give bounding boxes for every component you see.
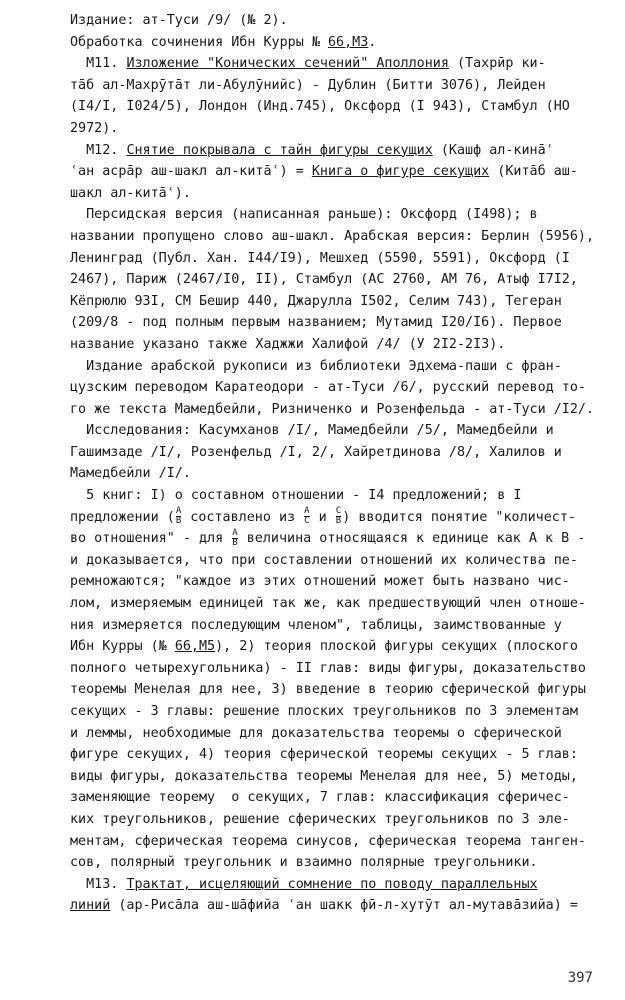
m11-heading: М11. Изложение "Конических сечений" Аполлония (Тахрӣр ки- xyxy=(70,56,546,72)
text-line: линий (ар-Риса̄ла аш-ша̄фийа ʿан шакк фӣ-л-хутӯт ал-мутава̄зийа) = xyxy=(70,898,578,914)
text-line: Ибн Курры (№ 66,М5), 2) теория плоской фигуры секущих (плоского xyxy=(70,639,578,655)
document-page xyxy=(70,10,610,917)
m13-heading: М13. Трактат, исцеляющий сомнение по поводу параллельных xyxy=(70,876,538,892)
m12-heading: М12. Снятие покрывала с тайн фигуры секущих (Кашф ал-кина̄ʿ xyxy=(70,142,554,158)
fraction: $\frac{C}{B}$ xyxy=(335,506,342,527)
text-line: названии пропущено слово аш-шакл. Арабская версия: Берлин (5956), xyxy=(70,228,595,244)
text-line: 2467), Париж (2467/I0, II), Стамбул (АС 2760, АМ 76, Атыф I7I2, xyxy=(70,272,578,288)
m13-title: Трактат, исцеляющий сомнение по поводу параллельных xyxy=(126,876,538,892)
treatment-line: Обработка сочинения Ибн Курры № 66,М3. xyxy=(70,34,377,50)
fraction: $\frac{A}{B}$ xyxy=(175,506,182,527)
ref-link: 66,М5 xyxy=(174,639,216,655)
text-line: ремножаются; "каждое из этих отношений может быть названо чис- xyxy=(70,574,570,590)
text-line: ментам, сферическая теорема синусов, сферическая теорема танген- xyxy=(70,833,586,849)
m12-alt-title: Книга о фигуре секущих xyxy=(311,164,490,180)
text-line: шакл ал-кита̄ʿ). xyxy=(70,185,191,201)
text-line: (209/8 - под полным первым названием; Мутамид I20/I6). Первое xyxy=(70,315,562,331)
text-line: и леммы, необходимые для доказательства теоремы о сферической xyxy=(70,725,562,741)
text-line: 5 книг: I) о составном отношении - I4 предложений; в I xyxy=(70,488,522,504)
text-line: теоремы Менелая для нее, 3) введение в теорию сферической фигуры xyxy=(70,682,586,698)
text-line: во отношения" - для $\frac{A}{B}$ величина относящаяся к единице как A к B - xyxy=(70,527,586,548)
text-line: цузским переводом Каратеодори - ат-Туси /6/, русский перевод то- xyxy=(70,380,586,396)
text-line: го же текста Мамедбейли, Ризниченко и Розенфельда - ат-Туси /I2/. xyxy=(70,401,595,417)
text-line: название указано также Хаджжи Халифой /4/ (У 2I2-2I3). xyxy=(70,336,506,352)
fraction: $\frac{A}{B}$ xyxy=(232,527,238,548)
m11-title: Изложение "Конических сечений" Аполлония xyxy=(126,56,449,72)
text-line: виды фигуры, доказательства теоремы Менелая для нее, 5) методы, xyxy=(70,768,578,784)
text-line: секущих - 3 главы: решение плоских треугольников по 3 элементам xyxy=(70,704,578,719)
m12-title: Снятие покрывала с тайн фигуры секущих xyxy=(126,142,433,158)
text-line: ния измеряется последующим членом", таблицы, заимствованные у xyxy=(70,617,562,633)
text-line: ʿан асра̄р аш-шакл ал-кита̄ʿ) = Книга о фигуре секущих (Кита̄б аш- xyxy=(70,164,578,180)
text-line: полного четырехугольника) - II глав: виды фигуры, доказательство xyxy=(70,660,586,676)
text-line: сов, полярный треугольник и взаимно полярные треугольники. xyxy=(70,855,538,871)
text-line: Исследования: Касумханов /I/, Мамедбейли /5/, Мамедбейли и xyxy=(70,423,554,439)
text-line: фигуре секущих, 4) теория сферической теоремы секущих - 5 глав: xyxy=(70,747,578,763)
text-line: Мамедбейли /I/. xyxy=(70,466,191,482)
text-line: та̄б ал-Махрӯта̄т ли-Абулӯнийс) - Дублин (Битти 3076), Лейден xyxy=(70,77,546,93)
edition-line: Издание: ат-Туси /9/ (№ 2). xyxy=(70,13,288,28)
text-line: лом, измеряемым единицей так же, как предшествующий член отноше- xyxy=(70,596,586,612)
text-line: Ленинград (Публ. Хан. I44/I9), Мешхед (5590, 5591), Оксфорд (I xyxy=(70,250,570,266)
text-line: предложении ( $\frac{A}{B}$ составлено из $\frac{A}{C}$ и $\frac{C}{B}$ ) вводится понятие "количест- xyxy=(70,506,576,527)
fraction: $\frac{A}{C}$ xyxy=(304,506,310,527)
ref-link: 66,М3 xyxy=(327,34,369,50)
text-line: Персидская версия (написанная раньше): Оксфорд (I498); в xyxy=(70,207,538,223)
text-line: заменяющие теорему о секущих, 7 глав: классификация сферичес- xyxy=(70,790,570,806)
text-line: Гашимзаде /I/, Розенфельд /I, 2/, Хайретдинова /8/, Халилов и xyxy=(70,444,562,460)
text-line: (I4/I, I024/5), Лондон (Инд.745), Оксфорд (I 943), Стамбул (НО xyxy=(70,99,570,115)
text-line: Кёпрюлю 93I, СМ Бешир 440, Джарулла I502, Селим 743), Тегеран xyxy=(70,293,562,309)
page-number: 397 xyxy=(567,970,593,986)
text-line: ких треугольников, решение сферических треугольников по 3 эле- xyxy=(70,811,570,827)
text-line: 2972). xyxy=(70,120,119,136)
text-line: и доказывается, что при составлении отношений их количества пе- xyxy=(70,552,578,568)
text-line: Издание арабской рукописи из библиотеки Эдхема-паши с фран- xyxy=(70,358,562,374)
